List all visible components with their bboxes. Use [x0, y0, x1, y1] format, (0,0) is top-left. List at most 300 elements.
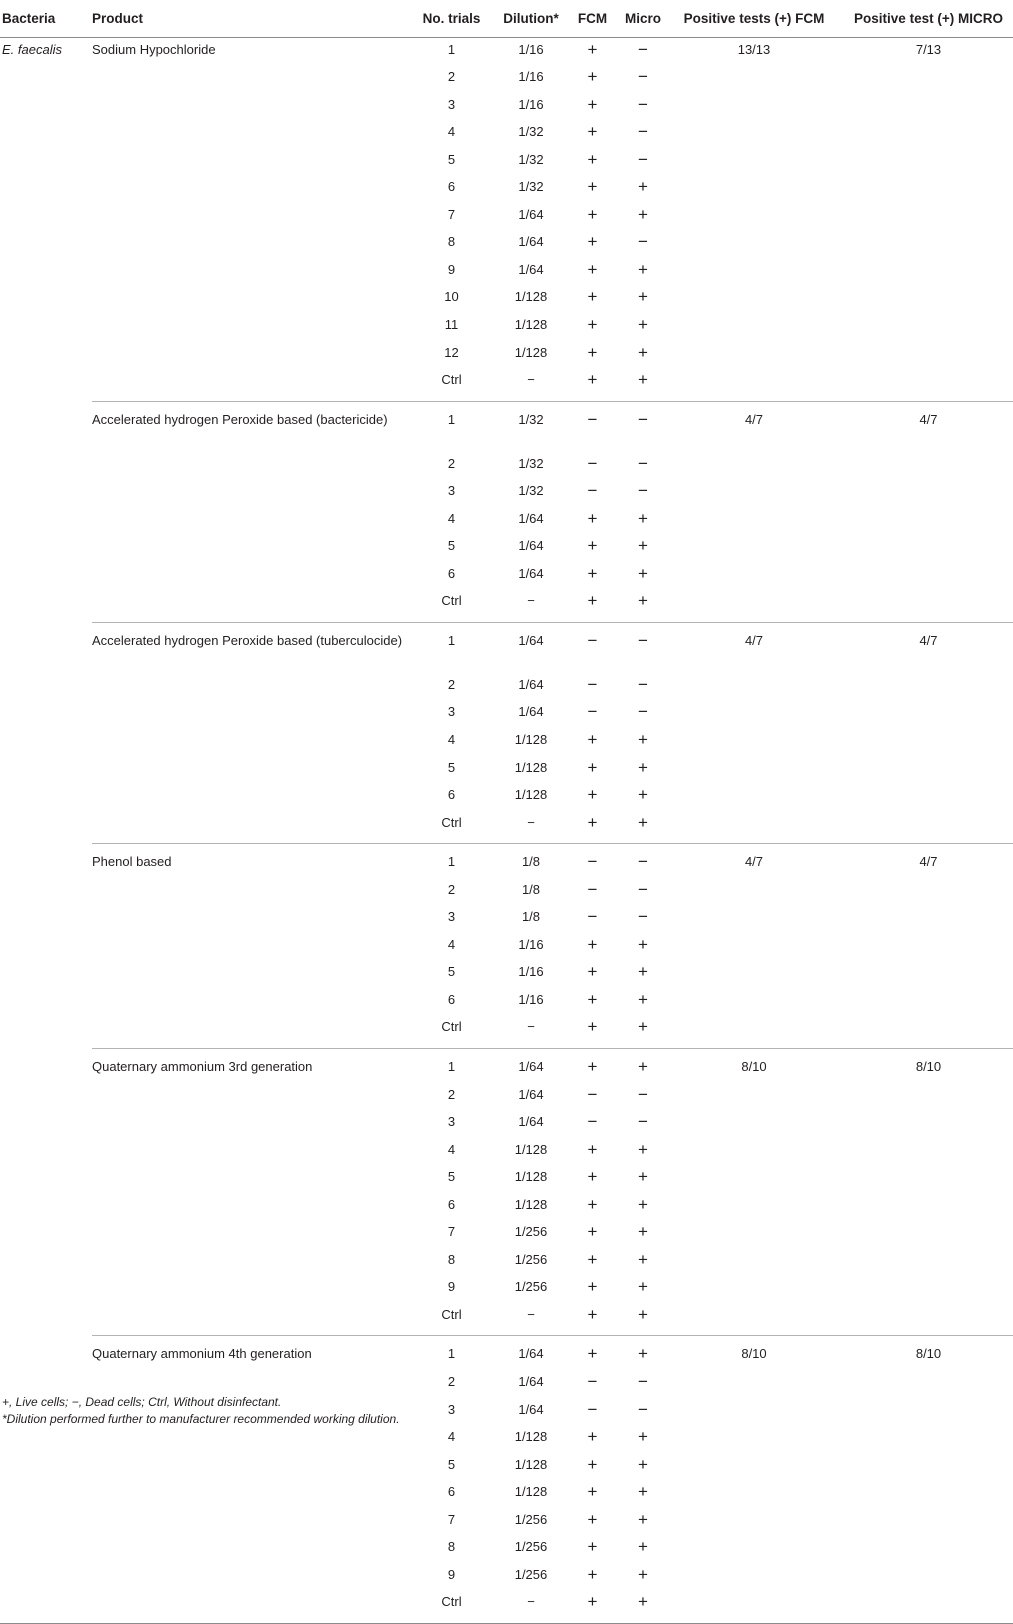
fcm-cell: +	[587, 1057, 598, 1076]
fcm-cell: +	[587, 149, 598, 169]
fcm-cell: +	[587, 757, 598, 777]
dilution-cell: 1/32	[518, 455, 544, 471]
positive-micro-cell	[844, 1193, 1013, 1221]
fcm-cell: +	[587, 1222, 598, 1242]
header-bacteria: Bacteria	[0, 0, 92, 37]
trial-cell: 2	[447, 1086, 456, 1102]
micro-cell: +	[638, 1482, 648, 1502]
trial-cell: 5	[447, 1456, 456, 1472]
product-cell	[92, 1248, 404, 1276]
dilution-cell: 1/64	[518, 1374, 544, 1390]
positive-fcm-cell	[664, 905, 844, 933]
table-row	[0, 562, 1013, 590]
dilution-cell: 1/8	[521, 854, 541, 870]
table-row	[0, 1248, 1013, 1276]
trial-cell: 4	[447, 124, 456, 140]
fcm-cell: −	[587, 879, 598, 899]
trial-cell: 2	[447, 69, 456, 85]
header-dilution: Dilution*	[499, 0, 563, 37]
bacteria-cell	[0, 230, 92, 258]
header-positive-micro: Positive test (+) MICRO	[844, 0, 1013, 37]
positive-fcm-cell: 13/13	[737, 41, 771, 57]
dilution-cell: −	[499, 1590, 563, 1623]
bacteria-cell	[0, 878, 92, 906]
trial-cell: 2	[447, 676, 456, 692]
dilution-cell: 1/256	[514, 1251, 548, 1267]
table-row	[0, 258, 1013, 286]
bacteria-cell	[0, 1590, 92, 1623]
table-row	[0, 341, 1013, 369]
dilution-cell: 1/128	[514, 787, 548, 803]
dilution-cell: 1/16	[518, 96, 544, 112]
fcm-cell: +	[563, 368, 622, 401]
positive-micro-cell	[844, 93, 1013, 121]
table-row	[0, 878, 1013, 906]
dilution-cell: 1/128	[514, 1484, 548, 1500]
bacteria-cell	[0, 1049, 92, 1083]
fcm-cell: −	[587, 1112, 598, 1132]
fcm-cell: +	[587, 785, 598, 805]
dilution-cell: 1/16	[518, 991, 544, 1007]
trial-cell: 6	[447, 991, 456, 1007]
fcm-cell: −	[587, 702, 598, 722]
micro-cell: +	[638, 1277, 648, 1297]
product-cell: Sodium Hypochloride	[92, 41, 216, 57]
fcm-cell: −	[587, 409, 598, 429]
fcm-cell: +	[563, 811, 622, 844]
positive-fcm-cell	[664, 1590, 844, 1623]
header-product: Product	[92, 0, 404, 37]
positive-fcm-cell	[664, 811, 844, 844]
positive-micro-cell: 4/7	[919, 854, 938, 870]
positive-fcm-cell: 4/7	[744, 632, 764, 648]
positive-micro-cell	[844, 1138, 1013, 1166]
trial-cell: 6	[447, 1484, 456, 1500]
bacteria-cell	[0, 341, 92, 369]
positive-fcm-cell	[664, 756, 844, 784]
table-row	[0, 368, 1013, 401]
fcm-cell: +	[587, 1344, 598, 1364]
product-cell	[92, 933, 404, 961]
fcm-cell: +	[587, 94, 598, 114]
bacteria-cell	[0, 811, 92, 844]
dilution-cell: 1/128	[514, 1141, 548, 1157]
bacteria-cell	[0, 1275, 92, 1303]
bacteria-cell	[0, 452, 92, 480]
micro-cell: +	[638, 1249, 648, 1269]
bacteria-cell	[0, 313, 92, 341]
trial-cell: 1	[447, 1059, 456, 1074]
table-row	[0, 534, 1013, 562]
positive-micro-cell	[844, 1508, 1013, 1536]
bacteria-cell	[0, 1535, 92, 1563]
trial-cell: 8	[447, 1539, 456, 1555]
bacteria-cell	[0, 1563, 92, 1591]
micro-cell: +	[638, 536, 648, 556]
positive-fcm-cell	[664, 1535, 844, 1563]
positive-fcm-cell	[664, 258, 844, 286]
trial-cell: 4	[447, 731, 456, 747]
product-cell	[92, 368, 404, 401]
product-cell	[92, 1590, 404, 1623]
bacteria-cell	[0, 534, 92, 562]
trial-cell: 3	[447, 704, 456, 720]
positive-fcm-cell: 8/10	[741, 1059, 767, 1074]
header-micro: Micro	[622, 0, 664, 37]
dilution-cell: −	[499, 1303, 563, 1336]
bacteria-cell	[0, 1303, 92, 1336]
product-cell	[92, 811, 404, 844]
footnote-dilution: *Dilution performed further to manufacturer recommended working dilution.	[2, 1412, 400, 1426]
product-cell	[92, 1480, 404, 1508]
micro-cell: +	[638, 1454, 648, 1474]
micro-cell: +	[622, 1303, 664, 1336]
table-body	[0, 37, 1013, 1623]
micro-cell: −	[638, 39, 648, 59]
micro-cell: +	[638, 1509, 648, 1529]
positive-fcm-cell	[664, 1480, 844, 1508]
positive-micro-cell: 8/10	[915, 1346, 942, 1362]
fcm-cell: +	[587, 39, 598, 59]
table-row	[0, 933, 1013, 961]
trial-cell: 3	[447, 96, 456, 112]
dilution-cell: −	[499, 811, 563, 844]
header-positive-fcm: Positive tests (+) FCM	[664, 0, 844, 37]
positive-micro-cell: 8/10	[915, 1059, 942, 1074]
table-row	[0, 1193, 1013, 1221]
product-cell	[92, 479, 404, 507]
trial-cell: 2	[447, 455, 456, 471]
fcm-cell: +	[587, 1482, 598, 1502]
positive-micro-cell	[844, 313, 1013, 341]
fcm-cell: +	[587, 1564, 598, 1584]
fcm-cell: +	[587, 287, 598, 307]
trial-cell: 4	[447, 1141, 456, 1157]
positive-fcm-cell	[664, 960, 844, 988]
fcm-cell: +	[587, 122, 598, 142]
micro-cell: −	[638, 453, 648, 473]
micro-cell: +	[638, 785, 648, 805]
positive-micro-cell	[844, 783, 1013, 811]
trial-cell: 3	[447, 483, 456, 499]
product-cell	[92, 1193, 404, 1221]
micro-cell: −	[638, 409, 648, 429]
micro-cell: +	[622, 1015, 664, 1048]
positive-micro-cell	[844, 1165, 1013, 1193]
product-cell	[92, 93, 404, 121]
trial-cell: 8	[447, 234, 456, 250]
bacteria-cell	[0, 933, 92, 961]
dilution-cell: −	[499, 1015, 563, 1048]
micro-cell: +	[638, 287, 648, 307]
fcm-cell: +	[587, 536, 598, 556]
bacteria-cell	[0, 1336, 92, 1370]
micro-cell: +	[638, 989, 648, 1009]
fcm-cell: +	[587, 1509, 598, 1529]
dilution-cell: 1/256	[514, 1566, 548, 1582]
header-row	[0, 0, 1013, 37]
positive-fcm-cell	[664, 313, 844, 341]
product-cell	[92, 230, 404, 258]
micro-cell: +	[638, 1167, 648, 1187]
product-cell	[92, 1275, 404, 1303]
positive-micro-cell	[844, 589, 1013, 622]
trial-cell: 3	[447, 1401, 456, 1417]
positive-fcm-cell	[664, 1015, 844, 1048]
positive-fcm-cell: 4/7	[744, 854, 764, 870]
trial-cell: 9	[447, 261, 456, 277]
fcm-cell: +	[563, 1015, 622, 1048]
product-cell	[92, 203, 404, 231]
micro-cell: −	[638, 1372, 648, 1392]
fcm-cell: +	[587, 962, 598, 982]
table-row	[0, 1336, 1013, 1370]
bacteria-cell	[0, 960, 92, 988]
micro-cell: +	[638, 1537, 648, 1557]
bacteria-cell	[0, 203, 92, 231]
product-cell	[92, 1535, 404, 1563]
bacteria-cell	[0, 1508, 92, 1536]
table-row	[0, 960, 1013, 988]
table-row	[0, 37, 1013, 65]
bacteria-cell	[0, 1015, 92, 1048]
positive-fcm-cell	[664, 562, 844, 590]
product-cell	[92, 1563, 404, 1591]
bacteria-cell	[0, 728, 92, 756]
fcm-cell: +	[587, 67, 598, 87]
table-row	[0, 1083, 1013, 1111]
positive-fcm-cell	[664, 341, 844, 369]
fcm-cell: +	[563, 1590, 622, 1623]
dilution-cell: 1/32	[518, 124, 544, 140]
trial-cell: 10	[444, 289, 459, 305]
trial-cell: 8	[447, 1251, 456, 1267]
positive-micro-cell	[844, 1370, 1013, 1398]
dilution-cell: 1/128	[514, 731, 548, 747]
product-cell	[92, 534, 404, 562]
bacteria-cell	[0, 844, 92, 878]
positive-micro-cell	[844, 905, 1013, 933]
positive-fcm-cell	[664, 452, 844, 480]
positive-micro-cell	[844, 1220, 1013, 1248]
positive-fcm-cell	[664, 933, 844, 961]
table-row	[0, 1110, 1013, 1138]
bacteria-cell	[0, 1480, 92, 1508]
product-cell	[92, 673, 404, 701]
positive-micro-cell	[844, 988, 1013, 1016]
product-cell	[92, 285, 404, 313]
positive-micro-cell	[844, 534, 1013, 562]
fcm-cell: +	[587, 1139, 598, 1159]
positive-fcm-cell	[664, 1220, 844, 1248]
fcm-cell: +	[587, 1194, 598, 1214]
micro-cell: +	[638, 1222, 648, 1242]
product-cell	[92, 507, 404, 535]
product-cell	[92, 120, 404, 148]
bacteria-cell	[0, 175, 92, 203]
fcm-cell: +	[587, 1427, 598, 1447]
fcm-cell: +	[587, 934, 598, 954]
trial-cell: 5	[447, 1169, 456, 1185]
positive-fcm-cell	[664, 1370, 844, 1398]
positive-micro-cell: 4/7	[919, 632, 938, 648]
positive-micro-cell	[844, 878, 1013, 906]
table-row	[0, 313, 1013, 341]
bacteria-cell	[0, 1083, 92, 1111]
fcm-cell: +	[587, 729, 598, 749]
table-row	[0, 479, 1013, 507]
bacteria-cell	[0, 622, 92, 673]
header-fcm: FCM	[563, 0, 622, 37]
table-row	[0, 1508, 1013, 1536]
dilution-cell: 1/8	[521, 909, 541, 925]
micro-cell: −	[638, 94, 648, 114]
positive-fcm-cell	[664, 1248, 844, 1276]
fcm-cell: +	[587, 259, 598, 279]
dilution-cell: 1/8	[521, 881, 541, 897]
positive-micro-cell	[844, 1398, 1013, 1426]
positive-fcm-cell	[664, 1425, 844, 1453]
positive-micro-cell	[844, 175, 1013, 203]
dilution-cell: 1/64	[518, 510, 544, 526]
dilution-cell: 1/128	[514, 1456, 548, 1472]
positive-fcm-cell	[664, 700, 844, 728]
trial-cell: 4	[447, 510, 456, 526]
dilution-cell: 1/16	[518, 964, 544, 980]
bacteria-cell	[0, 700, 92, 728]
product-cell	[92, 905, 404, 933]
table-row	[0, 1590, 1013, 1623]
positive-micro-cell	[844, 811, 1013, 844]
positive-micro-cell	[844, 728, 1013, 756]
dilution-cell: 1/128	[514, 759, 548, 775]
positive-micro-cell	[844, 285, 1013, 313]
micro-cell: +	[638, 757, 648, 777]
dilution-cell: 1/256	[514, 1224, 548, 1240]
positive-micro-cell	[844, 258, 1013, 286]
table-row	[0, 1165, 1013, 1193]
trial-cell: 4	[447, 936, 456, 952]
trial-cell: 7	[447, 1224, 456, 1240]
dilution-cell: 1/128	[514, 1169, 548, 1185]
trial-cell: Ctrl	[404, 1015, 499, 1048]
bacteria-cell	[0, 285, 92, 313]
micro-cell: +	[638, 508, 648, 528]
dilution-cell: 1/16	[518, 69, 544, 85]
bacteria-cell	[0, 589, 92, 622]
fcm-cell: −	[587, 630, 598, 650]
dilution-cell: 1/64	[518, 704, 544, 720]
bacteria-cell	[0, 401, 92, 452]
micro-cell: +	[638, 177, 648, 197]
positive-micro-cell	[844, 65, 1013, 93]
positive-micro-cell	[844, 341, 1013, 369]
product-cell	[92, 1453, 404, 1481]
trial-cell: 1	[447, 854, 456, 870]
positive-micro-cell	[844, 1248, 1013, 1276]
dilution-cell: 1/64	[518, 234, 544, 250]
trial-cell: 5	[447, 759, 456, 775]
micro-cell: +	[638, 729, 648, 749]
positive-fcm-cell	[664, 1193, 844, 1221]
fcm-cell: −	[587, 1084, 598, 1104]
positive-fcm-cell	[664, 65, 844, 93]
positive-fcm-cell	[664, 1453, 844, 1481]
table-row	[0, 230, 1013, 258]
positive-micro-cell	[844, 1453, 1013, 1481]
product-cell	[92, 728, 404, 756]
product-cell	[92, 65, 404, 93]
product-cell	[92, 313, 404, 341]
product-cell: Accelerated hydrogen Peroxide based (tuberculocide)	[92, 632, 403, 648]
product-cell	[92, 960, 404, 988]
bacteria-cell	[0, 905, 92, 933]
positive-micro-cell	[844, 1563, 1013, 1591]
header-trials: No. trials	[404, 0, 499, 37]
bacteria-cell	[0, 756, 92, 784]
positive-micro-cell	[844, 700, 1013, 728]
micro-cell: −	[638, 1084, 648, 1104]
micro-cell: +	[638, 962, 648, 982]
dilution-cell: 1/128	[514, 316, 548, 332]
trial-cell: Ctrl	[404, 1590, 499, 1623]
product-cell	[92, 562, 404, 590]
product-cell	[92, 783, 404, 811]
dilution-cell: 1/16	[518, 41, 544, 57]
dilution-cell: 1/32	[518, 179, 544, 195]
positive-micro-cell	[844, 479, 1013, 507]
positive-fcm-cell	[664, 988, 844, 1016]
positive-fcm-cell	[664, 1165, 844, 1193]
trial-cell: 7	[447, 1511, 456, 1527]
micro-cell: +	[622, 1590, 664, 1623]
positive-fcm-cell	[664, 1563, 844, 1591]
product-cell	[92, 1015, 404, 1048]
positive-micro-cell	[844, 960, 1013, 988]
fcm-cell: −	[587, 852, 598, 872]
dilution-cell: 1/32	[518, 411, 544, 427]
trial-cell: 9	[447, 1566, 456, 1582]
micro-cell: +	[638, 314, 648, 334]
positive-micro-cell	[844, 933, 1013, 961]
dilution-cell: 1/64	[518, 1346, 544, 1362]
bacteria-cell	[0, 1193, 92, 1221]
micro-cell: +	[638, 934, 648, 954]
trial-cell: 6	[447, 1196, 456, 1212]
positive-fcm-cell	[664, 534, 844, 562]
positive-micro-cell	[844, 1425, 1013, 1453]
table-row	[0, 1049, 1013, 1083]
dilution-cell: 1/64	[518, 676, 544, 692]
trial-cell: 12	[444, 344, 459, 360]
micro-cell: +	[622, 811, 664, 844]
fcm-cell: +	[587, 1454, 598, 1474]
dilution-cell: 1/64	[518, 632, 544, 648]
product-cell	[92, 341, 404, 369]
product-cell	[92, 878, 404, 906]
table-row	[0, 783, 1013, 811]
positive-micro-cell: 7/13	[915, 41, 942, 57]
trial-cell: Ctrl	[404, 1303, 499, 1336]
dilution-cell: 1/64	[518, 1114, 544, 1130]
micro-cell: −	[638, 122, 648, 142]
positive-fcm-cell	[664, 1398, 844, 1426]
bacteria-cell: E. faecalis	[2, 41, 62, 57]
trial-cell: 6	[447, 787, 456, 803]
micro-cell: −	[638, 1112, 648, 1132]
fcm-cell: +	[587, 314, 598, 334]
trial-cell: 7	[447, 206, 456, 222]
